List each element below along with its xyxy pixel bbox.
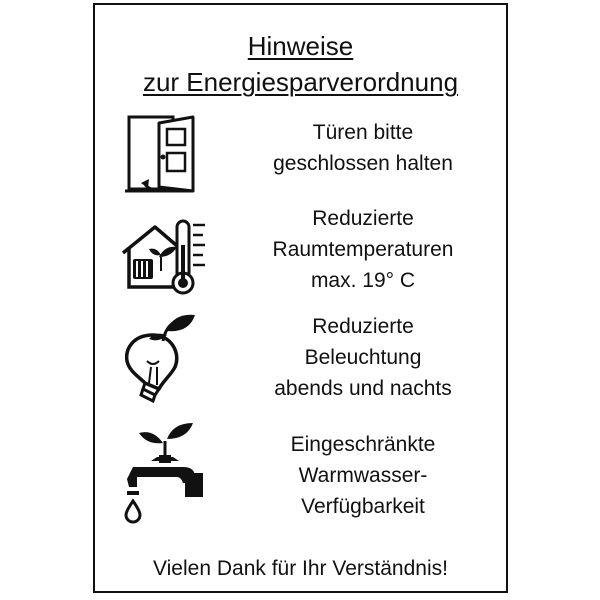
item-text-line: max. 19° C: [310, 269, 416, 292]
item-temperature-text: [233, 203, 493, 296]
item-text-line: Eingeschränkte: [290, 433, 436, 456]
item-hotwater-text: [233, 429, 493, 522]
item-text-line: Türen bitte: [312, 121, 414, 144]
sign-title: Hinweise: [247, 31, 354, 61]
item-text-line: geschlossen halten: [273, 152, 453, 175]
door-icon: [123, 113, 201, 200]
item-text-line: Reduzierte: [312, 315, 414, 338]
item-text-line: Verfügbarkeit: [301, 495, 425, 518]
faucet-plant-icon: [123, 419, 207, 534]
sign-subtitle: zur Energiesparverordnung: [142, 67, 459, 97]
item-door-text: [233, 117, 493, 179]
footer-thanks: Vielen Dank für Ihr Verständnis!: [153, 557, 448, 580]
item-text-line: Raumtemperaturen: [272, 238, 454, 261]
house-thermometer-icon: [119, 215, 211, 302]
item-text-line: Beleuchtung: [304, 346, 422, 369]
lightbulb-leaf-icon: [119, 311, 201, 408]
item-text-line: Reduzierte: [312, 207, 414, 230]
item-lighting-text: [233, 311, 493, 404]
energy-notice-sign: [93, 3, 508, 593]
item-text-line: abends und nachts: [274, 377, 452, 400]
item-text-line: Warmwasser-: [298, 464, 428, 487]
